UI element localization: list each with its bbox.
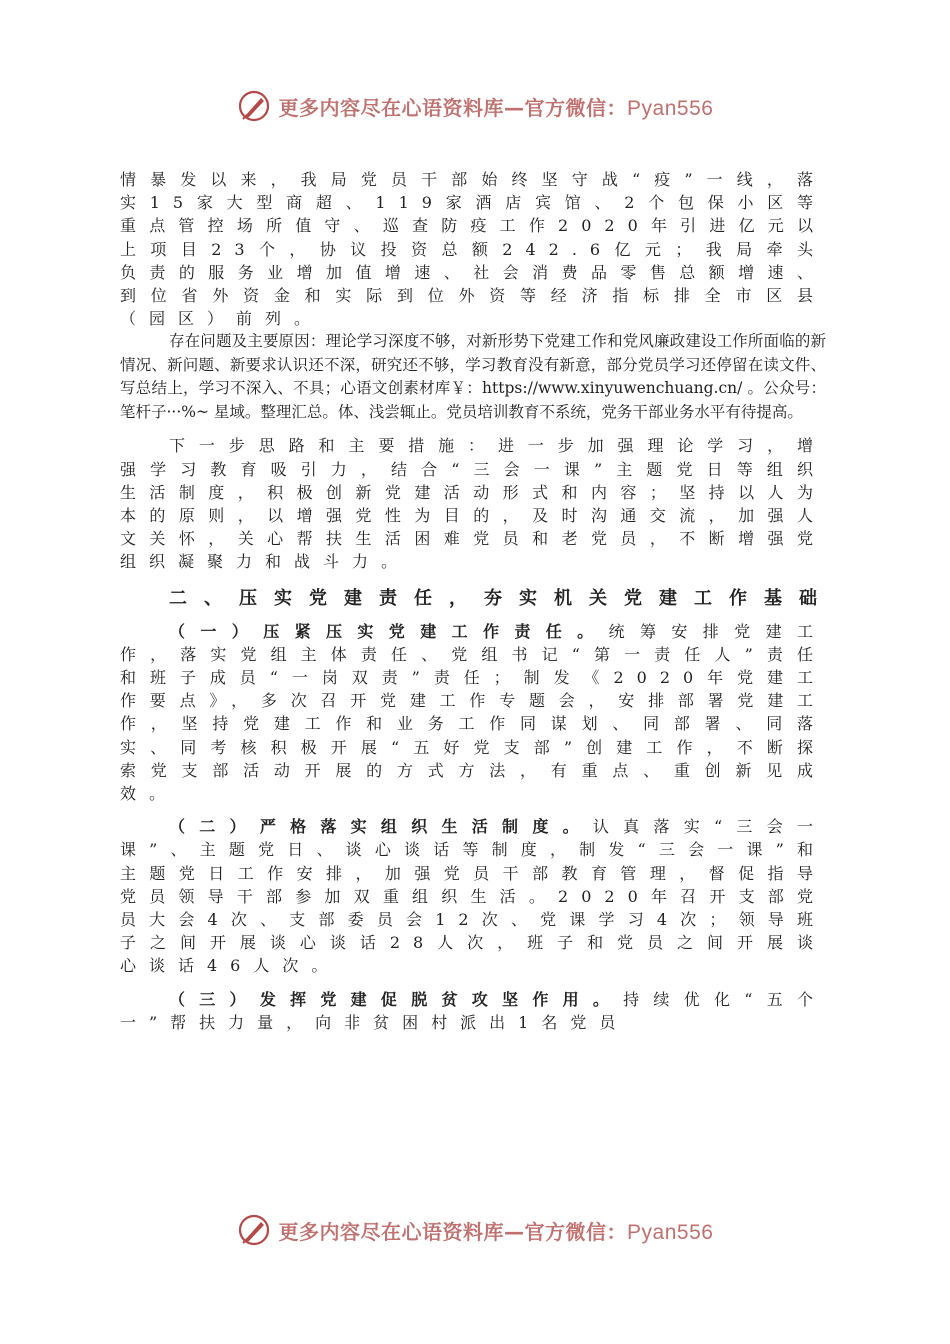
banner-text: 更多内容尽在心语资料库—官方微信：Pyan556	[278, 95, 714, 120]
section-2-body: 认真落实“三会一课”、主题党日、谈心谈话等制度，制发“三会一课”和主题党日工作安排，加强党员干部教育管理，督促指导党员领导干部参加双重组织生活。2020年召开支部党员大会4次、支部委员会12次、党课学习4次；领导班子之间开展谈心谈话28人次，班子和党员之间开展谈心谈话46人次。	[120, 817, 826, 976]
section-2-lead: （二）严格落实组织生活制度。	[169, 817, 593, 837]
section-3-body: 持续优化“五个一”帮扶力量，向非贫困村派出1名党员	[120, 989, 826, 1032]
pen-nib-logo-icon	[237, 1213, 271, 1247]
paragraph-section-1	[120, 620, 826, 806]
paragraph-problems: 存在问题及主要原因：理论学习深度不够，对新形势下党建工作和党风廉政建设工作所面临的新情况、新问题、新要求认识还不深，研究还不够，学习教育没有新意，部分党员学习还停留在读文件、写总结上，学习不深入、不具；心语文创素材库￥：https://www.xinyuwenchuang.cn/ 。公众号：笔杆子···%~ 星域。整理汇总。体、浅尝辄止。党员培训教育不系统，党务干部业务水平有待提高。	[120, 332, 826, 421]
section-1-lead: （一）压紧压实党建工作责任。	[169, 621, 609, 641]
banner-text: 更多内容尽在心语资料库—官方微信：Pyan556	[278, 1219, 714, 1244]
header-banner	[0, 86, 950, 126]
document-body	[120, 168, 834, 1034]
section-1-body: 统筹安排党建工作，落实党组主体责任、党组书记“第一责任人”责任和班子成员“一岗双责”责任；制发《2020年党建工作要点》，多次召开党建工作专题会，安排部署党建工作，坚持党建工作和业务工作同谋划、同部署、同落实、同考核积极开展“五好党支部”创建工作，不断探索党支部活动开展的方式方法，有重点、重创新见成效。	[120, 621, 826, 804]
pen-nib-logo-icon	[237, 89, 271, 123]
paragraph-next-steps: 下一步思路和主要措施：进一步加强理论学习，增强学习教育吸引力，结合“三会一课”主题党日等组织生活制度，积极创新党建活动形式和内容；坚持以人为本的原则，以增强党性为目的，及时沟通交流，加强人文关怀，关心帮扶生活困难党员和老党员，不断增强党组织凝聚力和战斗力。	[120, 436, 826, 572]
section-heading-2: 二、压实党建责任，夯实机关党建工作基础	[169, 587, 834, 609]
section-3-lead: （三）发挥党建促脱贫攻坚作用。	[169, 989, 624, 1009]
paragraph-section-2	[120, 815, 826, 977]
paragraph-section-3	[120, 988, 826, 1034]
footer-banner	[0, 1210, 950, 1250]
paragraph-results: 情暴发以来，我局党员干部始终坚守战“疫”一线，落实15家大型商超、119家酒店宾馆、2个包保小区等重点管控场所值守、巡查防疫工作2020年引进亿元以上项目23个，协议投资总额242.6亿元；我局牵头负责的服务业增加值增速、社会消费品零售总额增速、到位省外资金和实际到位外资等经济指标排全市区县（园区）前列。	[120, 170, 826, 329]
